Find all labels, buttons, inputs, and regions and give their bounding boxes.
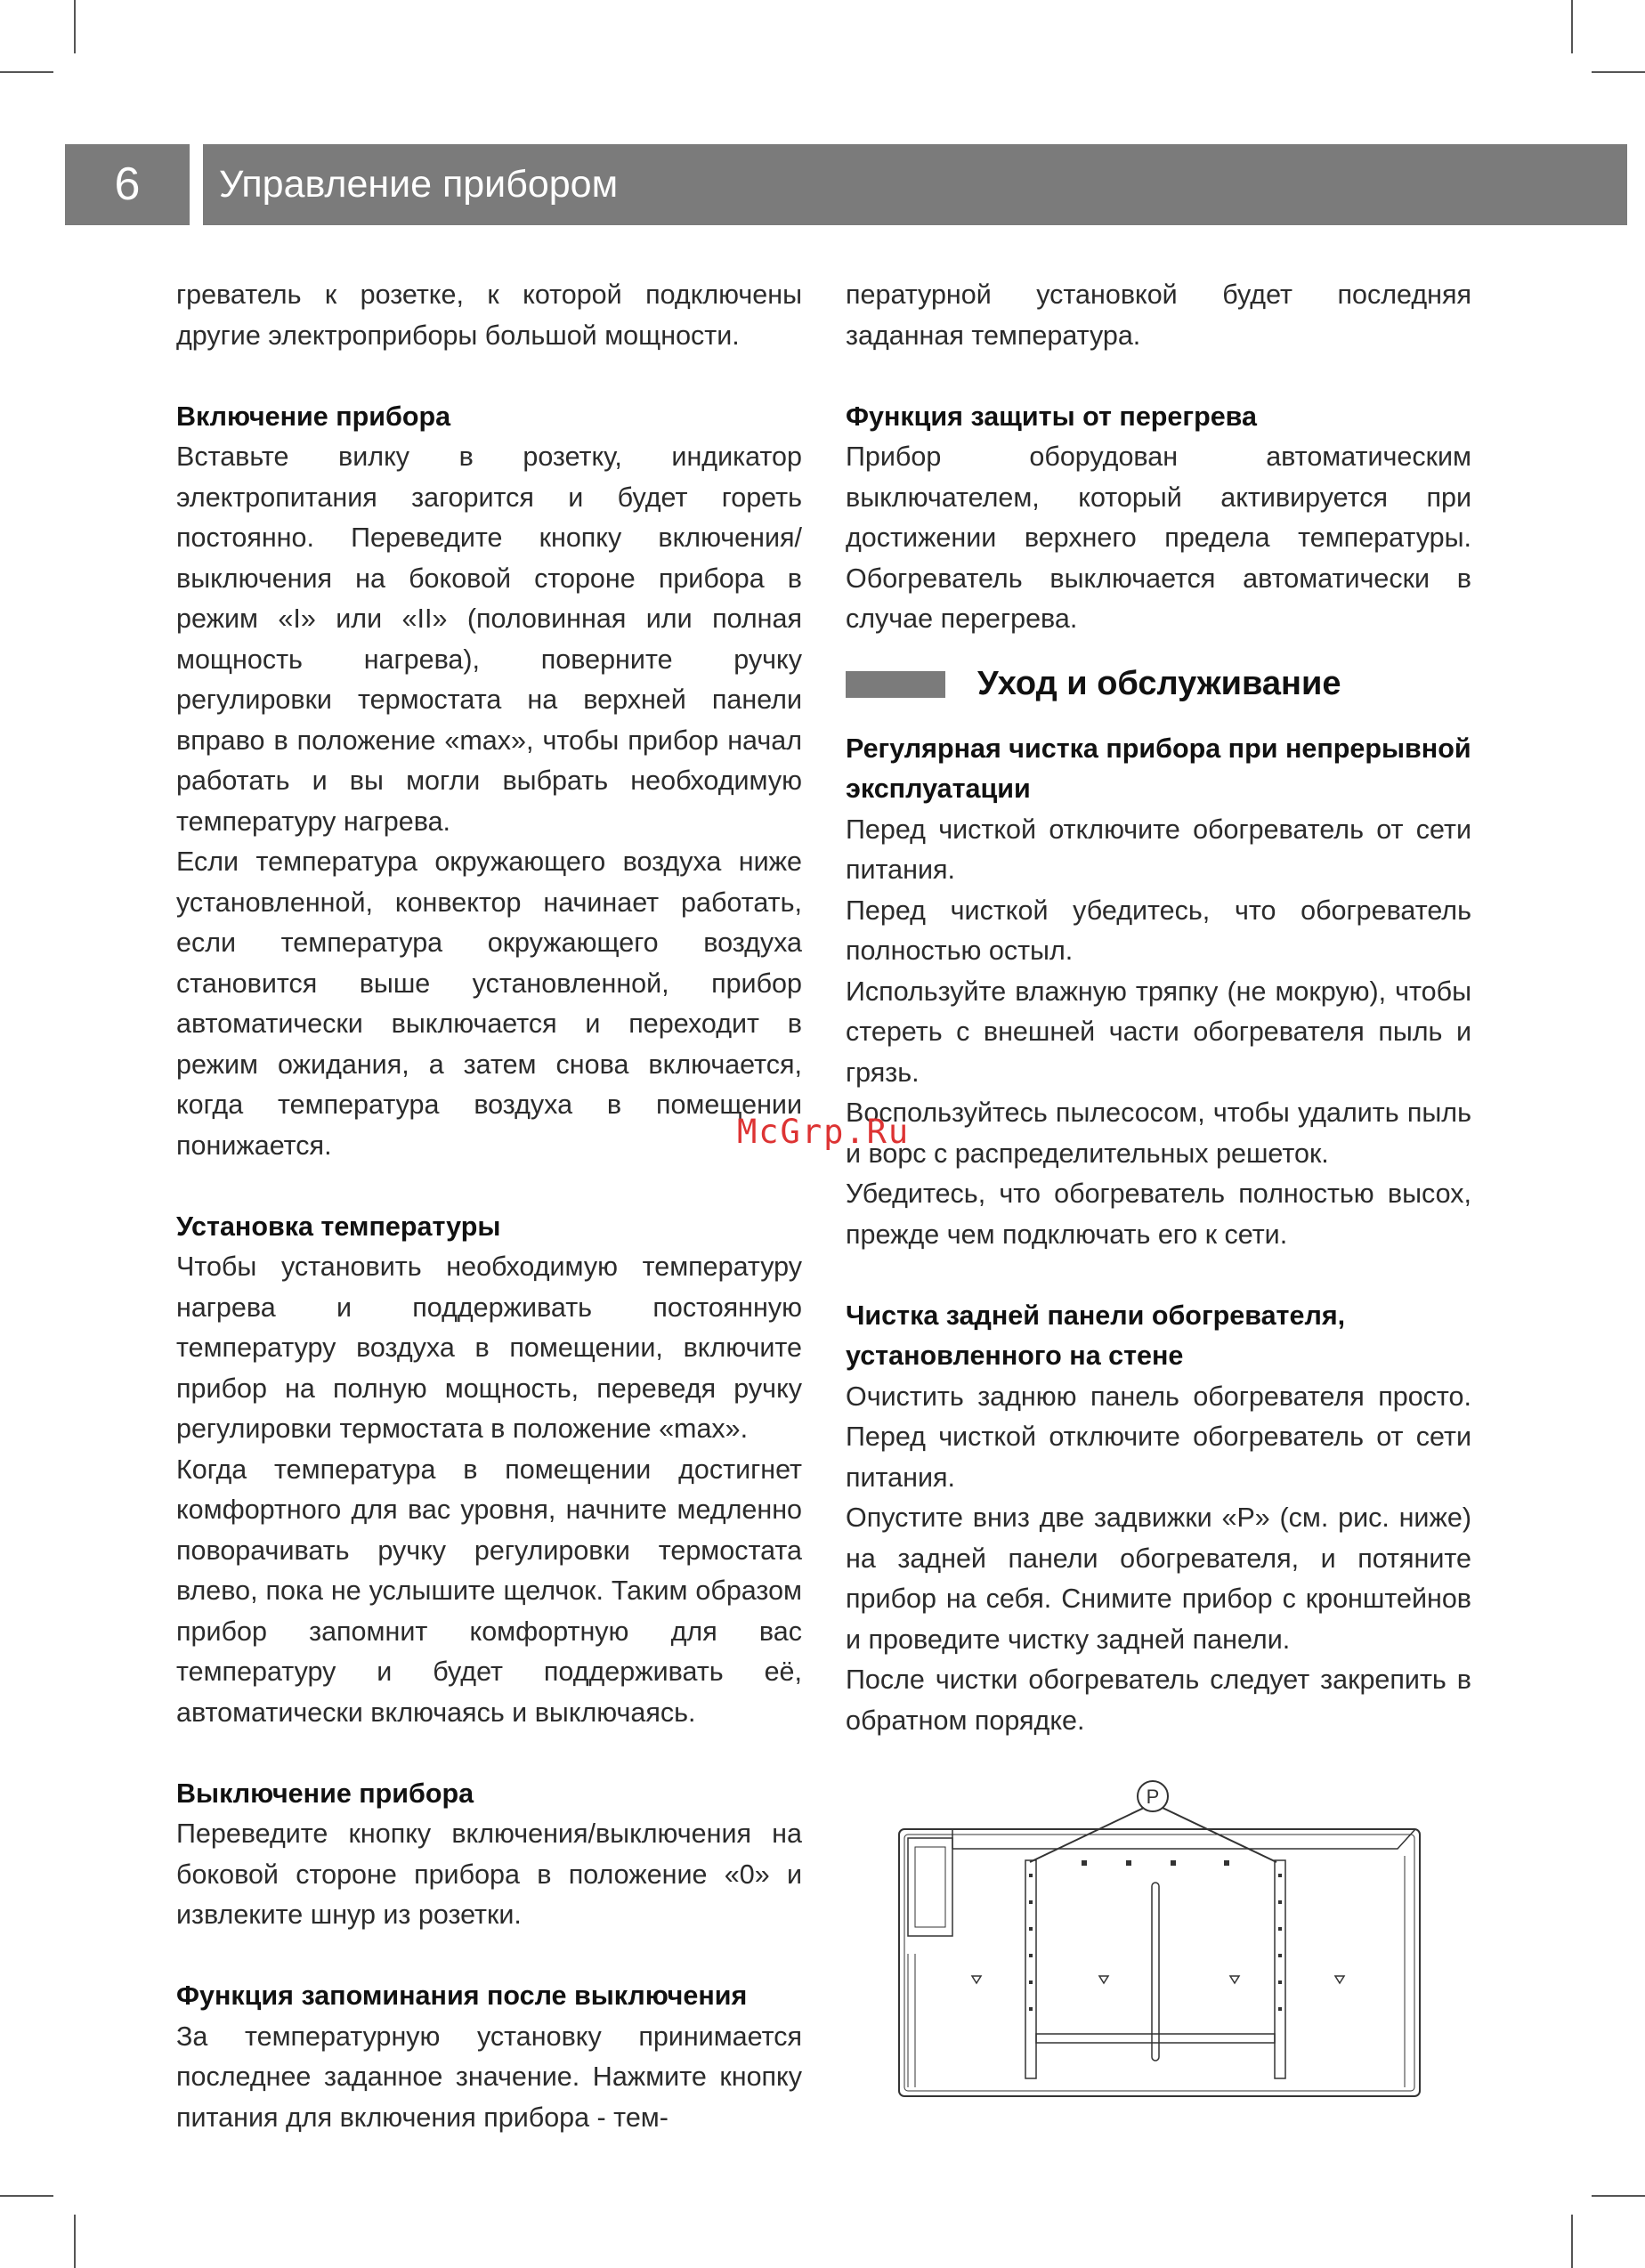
section-header-care [846,640,1471,729]
watermark: McGrp.Ru [737,1113,911,1151]
paragraph: Убедитесь, что обогреватель полностью высох, прежде чем подключать его к сети. [846,1179,1471,1250]
heater-back-panel-diagram [890,1776,1424,2101]
right-column [846,275,1471,1741]
crop-mark [1592,2195,1645,2197]
section-heading-memory: Функция запоминания после выключения [176,1980,748,2011]
crop-mark [0,71,53,73]
paragraph: Прибор оборудован автоматическим выключателем, который активируется при достижении верхнего предела температуры. Обогреватель выключается автоматически в случае перегрева. [846,441,1471,634]
paragraph: После чистки обогреватель следует закрепить в обратном порядке. [846,1665,1471,1736]
paragraph: Переведите кнопку включения/выключения на боковой стороне прибора в положение «0» и извлеките шнур из розетки. [176,1818,802,1930]
section-heading-temperature: Установка температуры [176,1211,501,1242]
paragraph: Перед чисткой отключите обогреватель от сети питания. [846,814,1471,885]
latch-label: P [1146,1786,1160,1808]
crop-mark [74,2215,76,2268]
left-column [176,275,802,2138]
page-title: Управление прибором [203,144,1627,225]
paragraph: Используйте влажную тряпку (не мокрую), чтобы стереть с внешней части обогревателя пыль и грязь. [846,976,1471,1088]
page-header [65,144,1627,225]
section-heading-back-panel: Чистка задней панели обогревателя, установленного на стене [846,1300,1346,1371]
paragraph: Если температура окружающего воздуха ниже установленной, конвектор начинает работать, если температура окружающего воздуха становится выше установленной, прибор автоматически выключается и переходит в режим ожидания, а затем снова включается, когда температура воздуха в помещении понижается. [176,846,802,1161]
continued-paragraph: пературной установкой будет последняя заданная температура. [846,279,1471,351]
section-heading-switch-on: Включение прибора [176,401,451,432]
paragraph: Опустите вниз две задвижки «P» (см. рис. ниже) на задней панели обогревателя, и потяните прибор на себя. Снимите прибор с кронштейнов и проведите чистку задней панели. [846,1503,1471,1655]
section-heading-regular-cleaning: Регулярная чистка прибора при непрерывной эксплуатации [846,733,1471,804]
section-title-care: Уход и обслуживание [977,664,1341,702]
section-heading-overheat: Функция защиты от перегрева [846,401,1257,432]
paragraph: За температурную установку принимается последнее заданное значение. Нажмите кнопку питания для включения прибора - тем- [176,2021,802,2133]
paragraph: Очистить заднюю панель обогревателя просто. Перед чисткой отключите обогреватель от сети питания. [846,1381,1471,1493]
section-heading-switch-off: Выключение прибора [176,1778,474,1809]
paragraph: Чтобы установить необходимую температуру нагрева и поддерживать постоянную температуру воздуха в помещении, включите прибор на полную мощность, переведя ручку регулировки термостата в положение «max». [176,1251,802,1444]
section-marker [846,671,945,698]
crossbar [1036,2034,1275,2043]
paragraph: Перед чисткой убедитесь, что обогреватель полностью остыл. [846,895,1471,966]
bracket-left [1025,1860,1036,2078]
crop-mark [1571,2215,1573,2268]
crop-mark [74,0,76,53]
crop-mark [1571,0,1573,53]
paragraph: Вставьте вилку в розетку, индикатор электропитания загорится и будет гореть постоянно. Переведите кнопку включения/выключения на боковой стороне прибора в режим «I» или «II» (половинная или полная мощность нагрева), поверните ручку регулировки термостата на верхней панели вправо в положение «max», чтобы прибор начал работать и вы могли выбрать необходимую температуру нагрева. [176,441,802,837]
crop-mark [0,2195,53,2197]
crop-mark [1592,71,1645,73]
paragraph: Воспользуйтесь пылесосом, чтобы удалить пыль и ворс с распределительных решеток. [846,1098,1471,1169]
paragraph: Когда температура в помещении достигнет комфортного для вас уровня, начните медленно поворачивать ручку регулировки термостата влево, пока не услышите щелчок. Таким образом прибор запомнит комфортную для вас температуру и будет поддерживать её, автоматически включаясь и выключаясь. [176,1454,802,1728]
bracket-right [1275,1860,1285,2078]
page-number: 6 [65,144,190,225]
continued-paragraph: греватель к розетке, к которой подключены другие электроприборы большой мощности. [176,279,802,351]
